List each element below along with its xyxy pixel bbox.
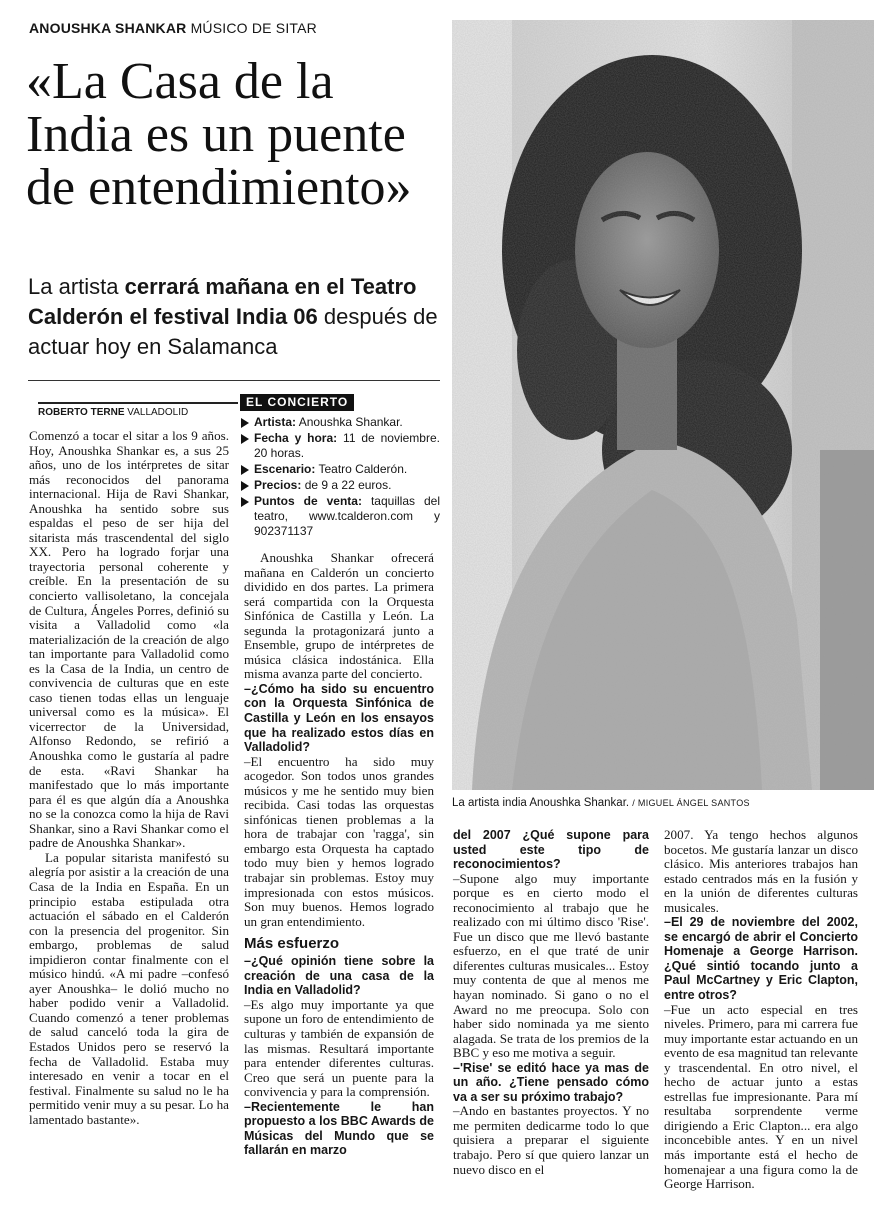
subhead-rule [28,380,440,381]
interview-question: –El 29 de noviembre del 2002, se encargó de abrir el Concierto Homenaje a George Harrison. ¿Qué sintió tocando junto a Paul McCartney y Eric Clapton, entre otros? [664,915,858,1003]
infobox-label: Puntos de venta: [254,494,362,508]
bullet-triangle-icon [241,497,249,507]
artist-photo-illustration [452,20,874,790]
infobox-value: 11 de noviembre. 20 horas. [254,431,440,460]
subhead-bold: cerrará mañana en el Teatro Calderón el festival India 06 [28,274,417,329]
caption-text: La artista india Anoushka Shankar. [452,797,630,809]
paragraph: Anoushka Shankar ofrecerá mañana en Calderón un concierto dividido en dos partes. La primera será compartida con la Orquesta Sinfónica de Castilla y León. La segunda la protagonizará junto a Ensemble, grupo de intérpretes de música clásica indostánica. Ella misma avanza parte del concierto. [244,550,434,682]
interview-answer: –Supone algo muy importante porque es en cierto modo el reconocimiento al trabajo que he realizado con mi último disco 'Rise'. Fue un disco que me llevó bastante esfuerzo, en el que traté de unir diferentes culturas musicales... Estoy muy contenta de que al menos me hayan nominado. Si gano o no el Award no me preocupa. Solo con haber sido nominada ya me siento alagada. Se trata de los premios de la BBC y eso me motiva a seguir. [453,870,649,1061]
interview-answer: –Es algo muy importante ya que supone un foro de entendimiento de culturas y también de expansión de las mismas. Resultará importante para entender diferentes culturas. Creo que será un puente para la convivencia y para la comprensión. [244,996,434,1100]
section-heading: Más esfuerzo [244,935,340,953]
infobox-label: Escenario: [254,462,316,476]
kicker-role: MÚSICO DE SITAR [190,20,317,36]
infobox-value: taquillas del teatro, www.tcalderon.com y 902371137 [254,494,440,538]
infobox-label: Artista: [254,415,297,429]
infobox-item [240,415,440,430]
infobox-item [240,431,440,461]
bullet-triangle-icon [241,465,249,475]
paragraph: La popular sitarista manifestó su alegría por asistir a la creación de una Casa de la India en España. En un principio estaba estipulada otra actuación el sábado en el Calderón con la presencia del progenitor. Sin embargo, problemas de salud impidieron contar finalmente con el músico hindú. «A mi padre –confesó ayer Anoushka– le dolió mucho no haber podido venir a Valladolid. Cuando comenzó a tener problemas de salud canceló toda la gira de Estados Unidos pero se reservó la fecha de Valladolid. Estaba muy interesado en venir a tocar en el festival. Finalmente su salud no le ha permitido venir muy a su pesar. Lo ha lamentado bastante». [29,849,229,1127]
byline-place: VALLADOLID [127,407,189,418]
kicker [29,20,317,36]
infobox-title: EL CONCIERTO [240,394,354,411]
article-column-1 [29,429,229,1127]
byline-author: ROBERTO TERNE [38,407,125,418]
paragraph: Comenzó a tocar el sitar a los 9 años. Hoy, Anoushka Shankar es, a sus 25 años, uno de los intérpretes de sitar más reconocidos del panorama internacional. Hija de Ravi Shankar, Anoushka ha sentido sobre sus espaldas el peso de ser hija del sitarista más trascendental del siglo XX. Pero ha logrado forjar una trayectoria personal coherente y creíble. En la presentación de su concierto vallisoletano, la concejala de Cultura, Ángeles Porres, definió su visita a Valladolid como «la materialización de la creación de algo tan importante para Valladolid como es la Casa de la India, un centro de convivencia de culturas que en este caso tienen todas ellas un lenguaje universal como es la música». El vicerrector de la Universidad, Alfonso Redondo, se refirió a Anoushka como le gustaría al padre de esta. «Ravi Shankar ha manifestado que lo más importante para él es que algún día a Anoushka no se la conozca como la hija de Ravi Shankar, sino a Ravi Shankar como el padre de Anoushka Shankar». [29,428,229,851]
infobox-item [240,478,440,493]
infobox-item [240,494,440,539]
article-column-3 [453,828,649,1177]
article-column-2 [244,551,434,1158]
interview-question: –Recientemente le han propuesto a los BBC Awards de Músicas del Mundo que se fallarán en marzo [244,1099,434,1158]
article-column-4 [664,828,858,1192]
bullet-triangle-icon [241,434,249,444]
headline: «La Casa de la India es un puente de entendimiento» [26,53,412,216]
infobox-value: Teatro Calderón. [318,462,408,476]
subhead [28,272,438,362]
infobox-value: Anoushka Shankar. [298,415,403,429]
interview-answer: 2007. Ya tengo hechos algunos bocetos. Me gustaría lanzar un disco clásico. Mis anteriores trabajos han estado centrados más en la fusión y en la unión de diferentes culturas musicales. [664,827,858,915]
infobox-item [240,462,440,477]
interview-answer: –Ando en bastantes proyectos. Y no me permiten dedicarme todo lo que quisiera a preparar el siguiente trabajo. Pero sí que quiero lanzar un nuevo disco en el [453,1103,649,1177]
kicker-name: ANOUSHKA SHANKAR [29,20,187,36]
interview-question: del 2007 ¿Qué supone para usted este tipo de reconocimientos? [453,828,649,872]
interview-question: –'Rise' se editó hace ya mas de un año. ¿Tiene pensado cómo va a ser su próximo trabajo? [453,1060,649,1104]
photo-credit: / MIGUEL ÁNGEL SANTOS [632,798,750,808]
infobox-list [240,415,440,539]
artist-photo [452,20,874,790]
bullet-triangle-icon [241,418,249,428]
concert-infobox [240,394,440,540]
subhead-part2: después de actuar hoy en Salamanca [28,304,438,359]
infobox-label: Fecha y hora: [254,431,338,445]
byline [38,402,238,418]
infobox-value: de 9 a 22 euros. [304,478,392,492]
interview-answer: –El encuentro ha sido muy acogedor. Son todos unos grandes músicos y me he sentido muy bien recibida. Casi todas las orquestas sinfónicas tienen problemas a la hora de trabajar con 'ragga', sin embargo esta Orquesta ha captado todo muy bien y hemos logrado trabajar sin problemas. Estoy muy impresionada con estos músicos. Son muy buenos. Hemos logrado un gran entendimiento. [244,753,434,929]
interview-answer: –Fue un acto especial en tres niveles. Primero, para mi carrera fue muy importante estar actuando en un evento de esa magnitud tan relevante y trascendental. En otro nivel, el hecho de actuar junto a estas estrellas fue impresionante. Para mí resultaba sorprendente verme dirigiendo a Eric Clapton... era algo inconcebible antes. Y en un nivel más importante está el hecho de homenajear a una figura como la de George Harrison. [664,1001,858,1192]
bullet-triangle-icon [241,481,249,491]
interview-question: –¿Qué opinión tiene sobre la creación de una casa de la India en Valladolid? [244,954,434,998]
infobox-label: Precios: [254,478,302,492]
photo-caption [452,797,872,809]
interview-question: –¿Cómo ha sido su encuentro con la Orquesta Sinfónica de Castilla y León en los ensayos que ha realizado estos días en Valladolid? [244,681,434,755]
subhead-part1: La artista [28,274,125,299]
